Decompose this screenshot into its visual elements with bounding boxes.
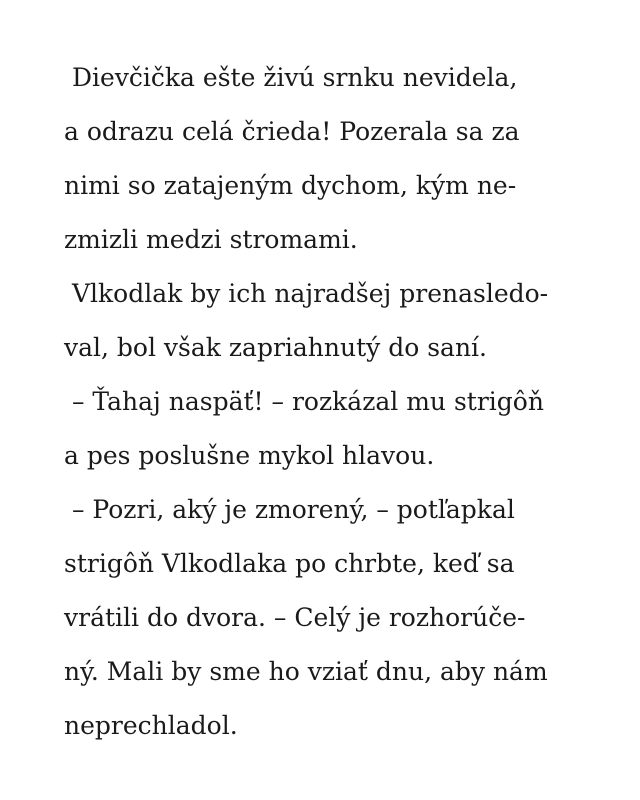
text-line-8: a pes poslušne mykol hlavou. — [64, 441, 435, 470]
text-line-10: strigôň Vlkodlaka po chrbte, keď sa — [64, 549, 515, 578]
text-line-13: neprechladol. — [64, 711, 238, 740]
text-line-6: val, bol však zapriahnutý do saní. — [64, 333, 487, 362]
text-line-11: vrátili do dvora. – Celý je rozhorúče- — [64, 603, 526, 632]
text-line-5: Vlkodlak by ich najradšej prenasledo- — [64, 279, 549, 308]
text-line-4: zmizli medzi stromami. — [64, 225, 358, 254]
text-line-3: nimi so zatajeným dychom, kým ne- — [64, 171, 517, 200]
text-line-12: ný. Mali by sme ho vziať dnu, aby nám — [64, 657, 548, 686]
page-text — [64, 56, 604, 758]
text-line-7: – Ťahaj naspäť! – rozkázal mu strigôň — [64, 387, 544, 416]
text-line-9: – Pozri, aký je zmorený, – potľapkal — [64, 495, 515, 524]
text-line-1: Dievčička ešte živú srnku nevidela, — [64, 63, 518, 92]
text-line-2: a odrazu celá črieda! Pozerala sa za — [64, 117, 520, 146]
